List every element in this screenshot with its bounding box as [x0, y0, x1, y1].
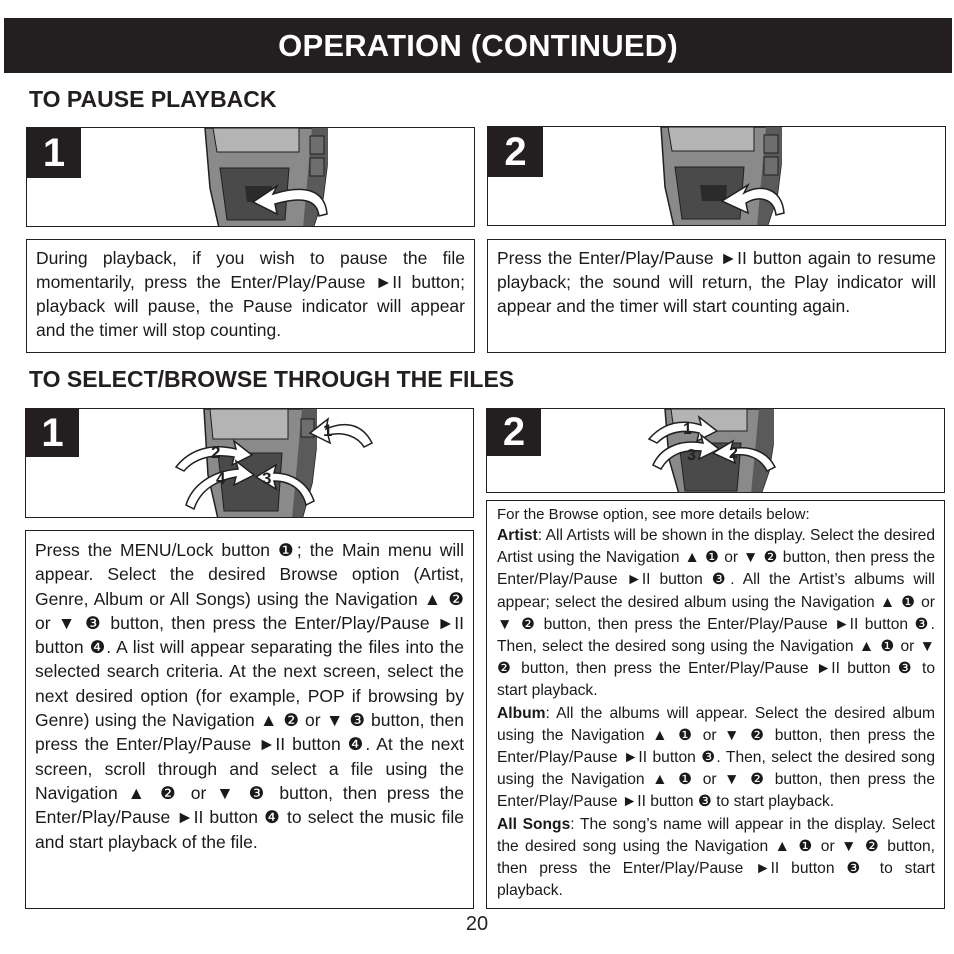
page-title: OPERATION (CONTINUED): [278, 28, 678, 63]
pause-step1-text: During playback, if you wish to pause the file momentarily, press the Enter/Play/Pause ►II button; playback will pause, the Pause indicator will appear and the timer will stop counting.: [36, 248, 465, 340]
browse-section-heading: TO SELECT/BROWSE THROUGH THE FILES: [29, 366, 515, 392]
step-number-badge: 1: [26, 409, 79, 457]
media-player-icon: [204, 409, 316, 518]
pause-step1-textbox: [26, 239, 475, 353]
header-bar: [4, 18, 952, 73]
pause-step2-illustration: [487, 126, 946, 226]
browse-step1-text: Press the MENU/Lock button ❶; the Main menu will appear. Select the desired Browse option (Artist, Genre, Album or All Songs) using the Navigation ▲ ❷ or ▼ ❸ button, then press the Enter/Play/Pause ►II button ❹. A list will appear separating the files into the selected search criteria. At the next screen, select the next desired option (for example, POP if browsing by Genre) using the Navigation ▲ ❷ or ▼ ❸ button, then press the Enter/Play/Pause ►II button ❹. At the next screen, scroll through and select a file using the Navigation ▲ ❷ or ▼ ❸ button, then press the Enter/Play/Pause ►II button ❹ to select the music file and start playback of the file.: [35, 540, 464, 852]
pause-section-heading: TO PAUSE PLAYBACK: [29, 86, 277, 112]
all-songs-text: : The song’s name will appear in the display. Select the desired song using the Navigation ▲ ❶ or ▼ ❷ button, then press the Enter/Play/Pause ►II button ❸ to start playback.: [497, 815, 935, 900]
step-number-badge: 1: [27, 128, 81, 178]
album-label: Album: [497, 704, 546, 722]
all-songs-label: All Songs: [497, 815, 571, 833]
pause-step2-text: Press the Enter/Play/Pause ►II button again to resume playback; the sound will return, the Play indicator will appear and the timer will start counting again.: [497, 248, 936, 316]
album-text: : All the albums will appear. Select the desired album using the Navigation ▲ ❶ or ▼ ❷ button, then press the Enter/Play/Pause ►II button ❸. Then, select the desired song using the Navigation ▲ ❶ or ▼ ❷ button, then press the Enter/Play/Pause ►II button ❸ to start playback.: [497, 704, 935, 811]
callout-label: 2: [729, 445, 738, 462]
callout-label: 1: [683, 421, 692, 438]
pause-step1-illustration: [26, 127, 475, 227]
player-illustration: [488, 127, 946, 226]
artist-paragraph: [497, 525, 935, 703]
browse-intro-text: For the Browse option, see more details below:: [497, 506, 810, 523]
media-player-icon: [661, 127, 781, 226]
step-number-badge: 2: [487, 409, 541, 456]
browse-step2-textbox: [486, 500, 945, 909]
step-number-badge: 2: [488, 127, 543, 177]
callout-label: 1: [323, 421, 333, 440]
callout-label: 4: [216, 469, 226, 488]
player-illustration: [26, 409, 474, 518]
browse-step1-illustration: [25, 408, 474, 518]
callout-label: 3: [687, 447, 696, 464]
player-illustration: [27, 128, 475, 227]
all-songs-paragraph: [497, 814, 935, 903]
page-number: 20: [465, 913, 489, 935]
player-illustration: [487, 409, 945, 493]
browse-step2-illustration: [486, 408, 945, 493]
artist-label: Artist: [497, 527, 538, 544]
callout-label: 2: [211, 443, 221, 462]
callout-label: 3: [262, 469, 272, 488]
media-player-icon: [205, 128, 327, 227]
album-paragraph: [497, 703, 935, 814]
browse-step1-textbox: [25, 530, 474, 909]
artist-text: : All Artists will be shown in the display. Select the desired Artist using the Navigation ▲ ❶ or ▼ ❷ button, then press the Enter/Play/Pause ►II button ❸. All the Artist’s albums will appear; select the desired album using the Navigation ▲ ❶ or ▼ ❷ button, then press the Enter/Play/Pause ►II button ❸. Then, select the desired song using the Navigation ▲ ❶ or ▼ ❷ button, then press the Enter/Play/Pause ►II button ❸ to start playback.: [497, 527, 935, 700]
pause-step2-textbox: [487, 239, 946, 353]
